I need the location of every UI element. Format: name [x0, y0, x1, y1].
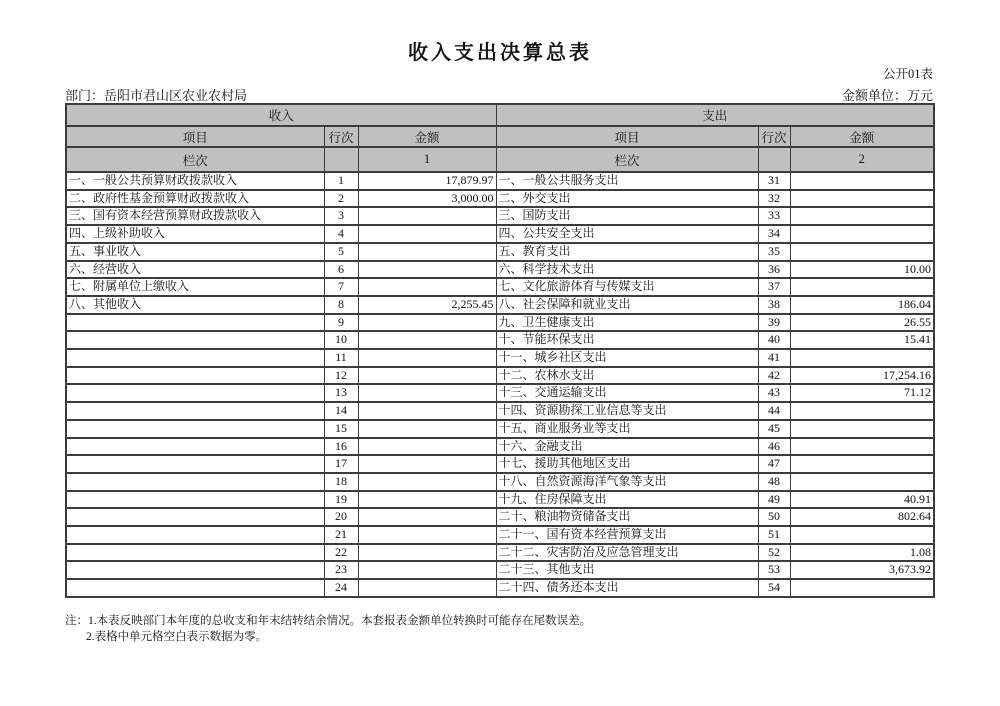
income-amount-header: 金额: [358, 126, 496, 147]
income-line-cell: 21: [324, 526, 358, 544]
expense-item-cell: 十五、商业服务业等支出: [496, 420, 758, 438]
expense-index-blank: [758, 147, 790, 172]
expense-line-cell: 46: [758, 438, 790, 456]
income-amount-cell: [358, 544, 496, 562]
table-row: [66, 243, 934, 261]
income-item-cell: [66, 438, 324, 456]
income-line-header: 行次: [324, 126, 358, 147]
expense-line-cell: 34: [758, 225, 790, 243]
expense-item-cell: 十九、住房保障支出: [496, 491, 758, 509]
income-amount-cell: [358, 491, 496, 509]
income-item-cell: [66, 473, 324, 491]
table-row: [66, 296, 934, 314]
income-amount-cell: [358, 207, 496, 225]
table-row: [66, 526, 934, 544]
income-amount-cell: [358, 473, 496, 491]
expense-amount-cell: [790, 190, 934, 208]
expense-line-cell: 33: [758, 207, 790, 225]
expense-item-cell: 二十、粮油物资储备支出: [496, 508, 758, 526]
expense-line-cell: 51: [758, 526, 790, 544]
meta-row: [65, 85, 933, 104]
table-row: [66, 331, 934, 349]
table-row: [66, 172, 934, 190]
expense-amount-cell: 1.08: [790, 544, 934, 562]
department-label: 部门：岳阳市君山区农业农村局: [65, 88, 248, 103]
table-row: [66, 207, 934, 225]
table-row: [66, 261, 934, 279]
footnotes: [65, 613, 933, 645]
income-line-cell: 1: [324, 172, 358, 190]
income-item-cell: 四、上级补助收入: [66, 225, 324, 243]
income-line-cell: 5: [324, 243, 358, 261]
expense-amount-cell: [790, 172, 934, 190]
expense-item-cell: 十七、援助其他地区支出: [496, 455, 758, 473]
income-item-cell: 八、其他收入: [66, 296, 324, 314]
income-amount-cell: [358, 225, 496, 243]
expense-item-cell: 十四、资源勘探工业信息等支出: [496, 402, 758, 420]
income-amount-cell: [358, 420, 496, 438]
expense-amount-cell: [790, 420, 934, 438]
expense-line-cell: 37: [758, 278, 790, 296]
expense-item-cell: 五、教育支出: [496, 243, 758, 261]
expense-item-cell: 三、国防支出: [496, 207, 758, 225]
expense-amount-cell: 10.00: [790, 261, 934, 279]
income-amount-cell: 17,879.97: [358, 172, 496, 190]
income-amount-cell: [358, 561, 496, 579]
income-line-cell: 11: [324, 349, 358, 367]
page-title: 收入支出决算总表: [408, 42, 592, 64]
income-amount-cell: [358, 438, 496, 456]
income-line-cell: 3: [324, 207, 358, 225]
unit-label: 金额单位：万元: [841, 88, 933, 103]
income-amount-cell: [358, 261, 496, 279]
income-item-cell: [66, 367, 324, 385]
income-index-blank: [324, 147, 358, 172]
expense-line-cell: 43: [758, 384, 790, 402]
income-item-header: 项目: [66, 126, 324, 147]
income-item-cell: [66, 508, 324, 526]
income-line-cell: 15: [324, 420, 358, 438]
expense-amount-cell: 802.64: [790, 508, 934, 526]
expense-amount-cell: [790, 207, 934, 225]
income-item-cell: [66, 314, 324, 332]
income-line-cell: 10: [324, 331, 358, 349]
footnote-line-2: 2.表格中单元格空白表示数据为零。: [86, 631, 268, 643]
expense-line-cell: 42: [758, 367, 790, 385]
expense-item-cell: 二十三、其他支出: [496, 561, 758, 579]
table-row: [66, 491, 934, 509]
expense-amount-cell: [790, 225, 934, 243]
table-row: [66, 225, 934, 243]
income-amount-cell: [358, 331, 496, 349]
expense-amount-cell: [790, 349, 934, 367]
income-item-cell: [66, 349, 324, 367]
income-item-cell: [66, 331, 324, 349]
income-item-cell: 一、一般公共预算财政拨款收入: [66, 172, 324, 190]
table-row: [66, 438, 934, 456]
table-row: [66, 508, 934, 526]
income-column-number: 1: [358, 147, 496, 172]
expense-line-cell: 48: [758, 473, 790, 491]
income-item-cell: [66, 526, 324, 544]
income-item-cell: 六、经营收入: [66, 261, 324, 279]
expense-item-cell: 十六、金融支出: [496, 438, 758, 456]
expense-item-cell: 十三、交通运输支出: [496, 384, 758, 402]
income-line-cell: 19: [324, 491, 358, 509]
expense-amount-cell: 15.41: [790, 331, 934, 349]
expense-item-cell: 六、科学技术支出: [496, 261, 758, 279]
expense-amount-cell: [790, 526, 934, 544]
table-row: [66, 420, 934, 438]
expense-amount-cell: [790, 402, 934, 420]
income-item-cell: [66, 455, 324, 473]
income-item-cell: [66, 491, 324, 509]
table-row: [66, 190, 934, 208]
expense-column-number: 2: [790, 147, 934, 172]
expense-amount-cell: [790, 579, 934, 597]
table-row: [66, 278, 934, 296]
expense-item-cell: 一、一般公共服务支出: [496, 172, 758, 190]
income-line-cell: 6: [324, 261, 358, 279]
expense-line-cell: 40: [758, 331, 790, 349]
table-row: [66, 561, 934, 579]
income-item-cell: [66, 402, 324, 420]
income-amount-cell: [358, 526, 496, 544]
expense-item-cell: 八、社会保障和就业支出: [496, 296, 758, 314]
income-amount-cell: [358, 278, 496, 296]
footnote-line-1: 注：1.本表反映部门本年度的总收支和年末结转结余情况。本套报表金额单位转换时可能存在尾数误差。: [65, 615, 592, 627]
income-line-cell: 12: [324, 367, 358, 385]
income-item-cell: [66, 420, 324, 438]
expense-line-cell: 45: [758, 420, 790, 438]
table-row: [66, 473, 934, 491]
expense-line-cell: 36: [758, 261, 790, 279]
income-line-cell: 14: [324, 402, 358, 420]
doc-number: 公开01表: [882, 67, 933, 81]
expense-section-header: 支出: [496, 104, 934, 126]
expense-line-cell: 32: [758, 190, 790, 208]
income-item-cell: [66, 544, 324, 562]
table-row: [66, 579, 934, 597]
expense-line-cell: 47: [758, 455, 790, 473]
income-item-cell: 五、事业收入: [66, 243, 324, 261]
expense-line-header: 行次: [758, 126, 790, 147]
income-line-cell: 2: [324, 190, 358, 208]
income-amount-cell: [358, 349, 496, 367]
income-amount-cell: [358, 508, 496, 526]
expense-amount-cell: [790, 438, 934, 456]
income-line-cell: 9: [324, 314, 358, 332]
expense-line-cell: 41: [758, 349, 790, 367]
expense-line-cell: 39: [758, 314, 790, 332]
income-amount-cell: [358, 579, 496, 597]
table-row: [66, 349, 934, 367]
expense-item-cell: 十八、自然资源海洋气象等支出: [496, 473, 758, 491]
expense-amount-cell: 3,673.92: [790, 561, 934, 579]
expense-amount-cell: [790, 473, 934, 491]
section-header-row: [66, 104, 934, 126]
table-row: [66, 455, 934, 473]
expense-item-cell: 四、公共安全支出: [496, 225, 758, 243]
expense-amount-cell: 40.91: [790, 491, 934, 509]
table-body: [66, 172, 934, 597]
income-item-cell: [66, 579, 324, 597]
column-index-row: [66, 147, 934, 172]
income-item-cell: [66, 561, 324, 579]
expense-line-cell: 49: [758, 491, 790, 509]
income-amount-cell: [358, 402, 496, 420]
income-amount-cell: [358, 243, 496, 261]
income-line-cell: 17: [324, 455, 358, 473]
expense-amount-header: 金额: [790, 126, 934, 147]
table-row: [66, 367, 934, 385]
income-line-cell: 23: [324, 561, 358, 579]
expense-line-cell: 44: [758, 402, 790, 420]
income-index-label: 栏次: [66, 147, 324, 172]
expense-item-cell: 七、文化旅游体育与传媒支出: [496, 278, 758, 296]
expense-amount-cell: 26.55: [790, 314, 934, 332]
table-row: [66, 314, 934, 332]
income-line-cell: 24: [324, 579, 358, 597]
income-amount-cell: [358, 384, 496, 402]
expense-line-cell: 50: [758, 508, 790, 526]
expense-line-cell: 35: [758, 243, 790, 261]
expense-line-cell: 53: [758, 561, 790, 579]
expense-item-cell: 十一、城乡社区支出: [496, 349, 758, 367]
expense-item-cell: 二十二、灾害防治及应急管理支出: [496, 544, 758, 562]
expense-amount-cell: [790, 243, 934, 261]
table-row: [66, 544, 934, 562]
income-amount-cell: [358, 314, 496, 332]
expense-item-cell: 十二、农林水支出: [496, 367, 758, 385]
expense-line-cell: 31: [758, 172, 790, 190]
expense-index-label: 栏次: [496, 147, 758, 172]
income-amount-cell: [358, 455, 496, 473]
expense-item-cell: 二十一、国有资本经营预算支出: [496, 526, 758, 544]
expense-line-cell: 54: [758, 579, 790, 597]
expense-item-header: 项目: [496, 126, 758, 147]
final-accounts-table: [65, 103, 935, 598]
expense-line-cell: 52: [758, 544, 790, 562]
table-row: [66, 384, 934, 402]
income-amount-cell: [358, 367, 496, 385]
income-line-cell: 4: [324, 225, 358, 243]
income-line-cell: 13: [324, 384, 358, 402]
income-amount-cell: 3,000.00: [358, 190, 496, 208]
income-item-cell: 二、政府性基金预算财政拨款收入: [66, 190, 324, 208]
income-line-cell: 16: [324, 438, 358, 456]
expense-amount-cell: [790, 455, 934, 473]
column-header-row: [66, 126, 934, 147]
expense-item-cell: 十、节能环保支出: [496, 331, 758, 349]
expense-amount-cell: [790, 278, 934, 296]
income-line-cell: 22: [324, 544, 358, 562]
table-row: [66, 402, 934, 420]
income-line-cell: 7: [324, 278, 358, 296]
income-item-cell: 三、国有资本经营预算财政拨款收入: [66, 207, 324, 225]
expense-item-cell: 二、外交支出: [496, 190, 758, 208]
income-line-cell: 8: [324, 296, 358, 314]
income-section-header: 收入: [66, 104, 496, 126]
expense-amount-cell: 71.12: [790, 384, 934, 402]
income-item-cell: [66, 384, 324, 402]
income-item-cell: 七、附属单位上缴收入: [66, 278, 324, 296]
income-line-cell: 20: [324, 508, 358, 526]
expense-amount-cell: 186.04: [790, 296, 934, 314]
income-line-cell: 18: [324, 473, 358, 491]
expense-item-cell: 二十四、债务还本支出: [496, 579, 758, 597]
expense-item-cell: 九、卫生健康支出: [496, 314, 758, 332]
expense-amount-cell: 17,254.16: [790, 367, 934, 385]
expense-line-cell: 38: [758, 296, 790, 314]
income-amount-cell: 2,255.45: [358, 296, 496, 314]
